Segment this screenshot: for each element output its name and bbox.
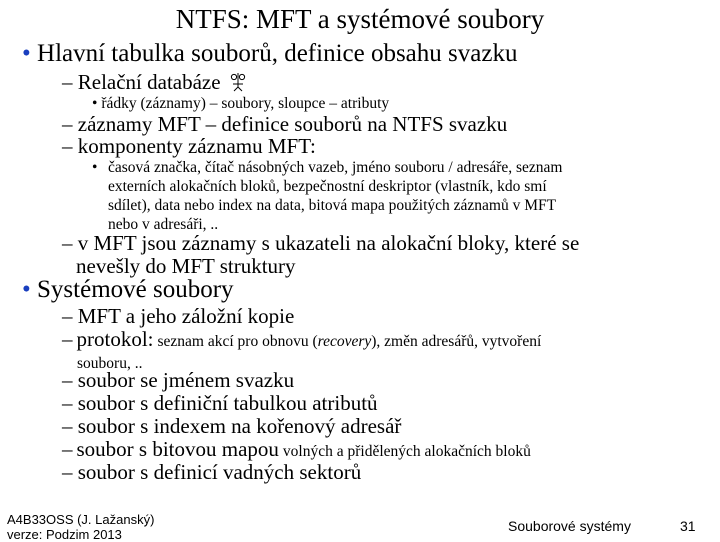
dash-icon: –: [62, 368, 73, 392]
protocol-text-cont: souboru, ..: [77, 355, 143, 372]
bullet-text: řádky (záznamy) – soubory, sloupce – atributy: [101, 95, 390, 112]
protocol-text: ), změn adresářů, vytvoření: [371, 333, 542, 350]
bullet-text-small: volných a přidělených alokačních bloků: [282, 443, 531, 460]
bullet-text: Hlavní tabulka souborů, definice obsahu svazku: [37, 40, 518, 67]
bullet-dot-small-icon: •: [92, 95, 98, 112]
dash-icon: –: [62, 70, 73, 94]
bullet-text: záznamy MFT – definice souborů na NTFS svazku: [77, 112, 508, 136]
dash-icon: –: [62, 231, 73, 255]
bullet-rows-cols: [92, 94, 389, 113]
bullet-dot-small-icon: •: [92, 159, 98, 176]
bullet-text: soubor s definicí vadných sektorů: [77, 460, 362, 484]
bullet-alloc-pointers: [62, 232, 579, 278]
dash-icon: –: [62, 327, 73, 351]
detail-line: časová značka, čítač násobných vazeb, jméno souboru / adresáře, seznam: [108, 159, 563, 176]
slide-title: NTFS: MFT a systémové soubory: [175, 4, 545, 34]
protocol-text: seznam akcí pro obnovu (: [157, 333, 318, 350]
dash-icon: –: [62, 112, 73, 136]
relation-icon: [229, 72, 247, 92]
bullet-text: soubor se jménem svazku: [77, 368, 295, 392]
bullet-main-table: [22, 40, 517, 68]
footer-page-number: 31: [680, 518, 696, 534]
detail-line: sdílet), data nebo index na data, bitová mapa použitých záznamů v MFT: [108, 197, 557, 214]
footer-course: A4B33OSS (J. Lažanský): [7, 512, 155, 527]
dash-icon: –: [62, 414, 73, 438]
bullet-text: soubor s bitovou mapou: [76, 437, 279, 461]
footer-topic: Souborové systémy: [508, 518, 631, 534]
bullet-root-index-file: [62, 414, 401, 439]
bullet-text: Systémové soubory: [37, 276, 234, 303]
bullet-text: komponenty záznamu MFT:: [77, 134, 316, 158]
bullet-bad-sectors-file: [62, 460, 361, 485]
protocol-recovery: recovery: [317, 333, 372, 350]
dash-icon: –: [62, 134, 73, 158]
bullet-text-cont: nevešly do MFT struktury: [76, 254, 296, 278]
footer-course-info: [7, 512, 154, 542]
bullet-text: Relační databáze: [77, 70, 221, 94]
detail-line: externích alokačních bloků, bezpečnostní deskriptor (vlastník, kdo smí: [108, 178, 547, 195]
bullet-text: soubor s definiční tabulkou atributů: [77, 391, 378, 415]
dash-icon: –: [62, 437, 73, 461]
dash-icon: –: [62, 304, 73, 328]
bullet-mft-backup: [62, 304, 294, 329]
detail-line: nebo v adresáři, ..: [108, 216, 219, 233]
bullet-dot-icon: •: [22, 276, 31, 303]
dash-icon: –: [62, 460, 73, 484]
dash-icon: –: [62, 391, 73, 415]
bullet-system-files: [22, 276, 234, 304]
bullet-text: MFT a jeho záložní kopie: [77, 304, 295, 328]
footer-semester: verze: Podzim 2013: [7, 527, 122, 542]
bullet-volume-name-file: [62, 368, 294, 393]
bullet-dot-icon: •: [22, 40, 31, 67]
bullet-relational-db: [62, 70, 247, 95]
bullet-components: [62, 134, 316, 159]
bullet-text: v MFT jsou záznamy s ukazateli na alokační bloky, které se: [77, 231, 580, 255]
bullet-components-detail: [92, 158, 562, 234]
protocol-label: protokol:: [76, 327, 154, 351]
bullet-text: soubor s indexem na kořenový adresář: [77, 414, 402, 438]
bullet-attr-def-file: [62, 391, 378, 416]
bullet-bitmap-file: [62, 437, 531, 462]
